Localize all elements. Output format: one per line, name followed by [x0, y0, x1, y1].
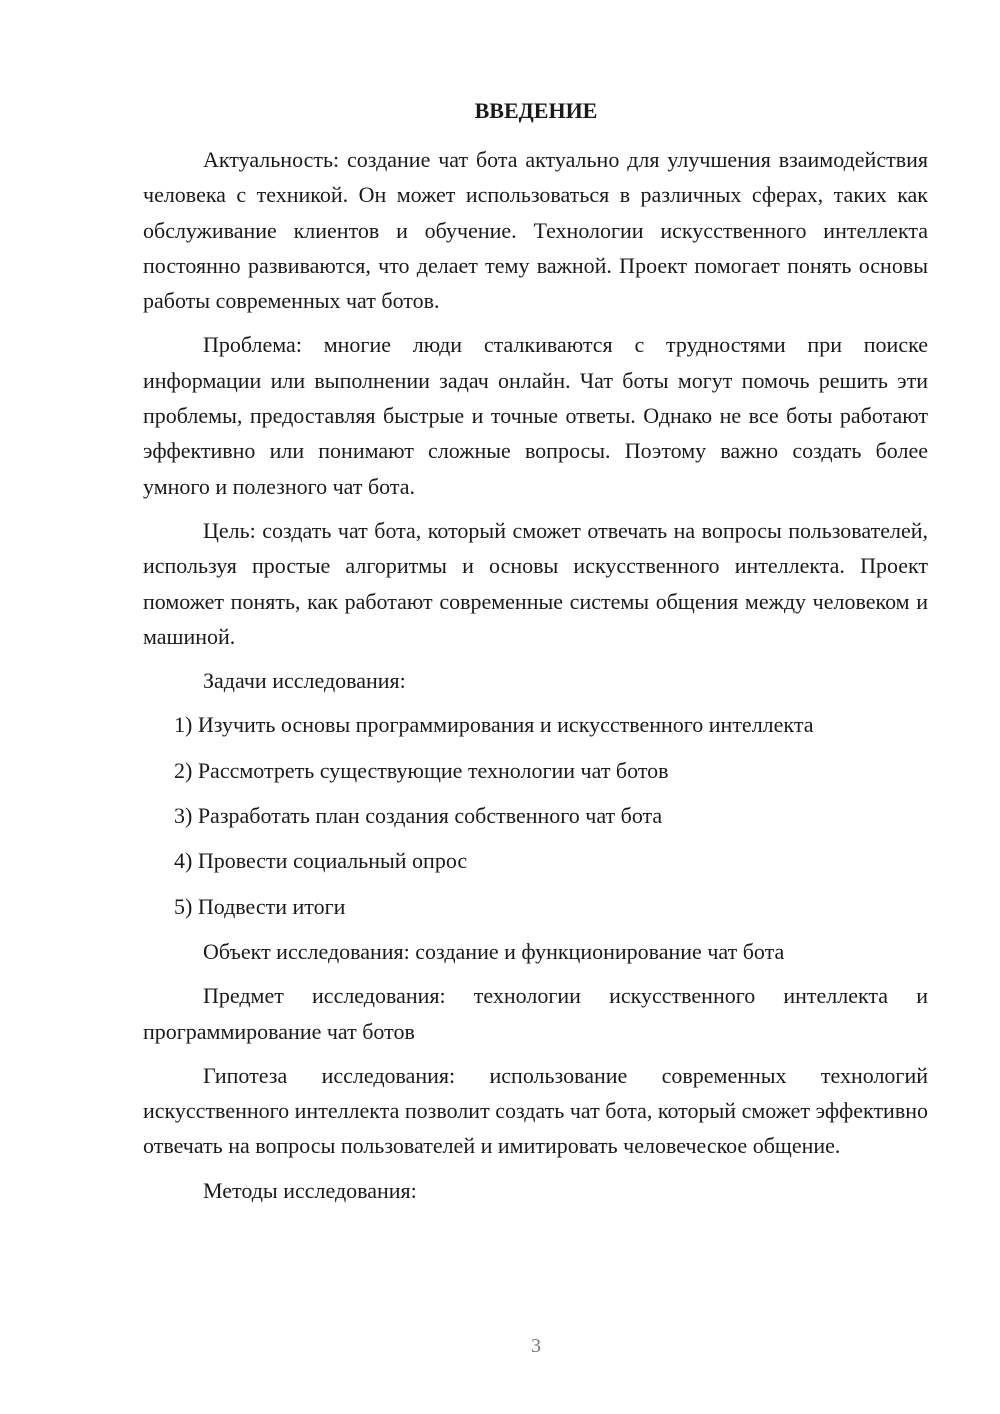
tasks-heading: Задачи исследования: — [203, 668, 406, 694]
tasks-list — [143, 707, 928, 923]
hypothesis-paragraph: Гипотеза исследования: использование современных технологий искусственного интеллекта позволит создать чат бота, который сможет эффективно отвечать на вопросы пользователей и имитировать человеческое общение. — [143, 1062, 928, 1159]
page-number: 3 — [531, 1335, 541, 1357]
methods-heading: Методы исследования: — [203, 1177, 417, 1203]
problem-paragraph: Проблема: многие люди сталкиваются с трудностями при поиске информации или выполнении задач онлайн. Чат боты могут помочь решить эти проблемы, предоставляя быстрые и точные ответы. Однако не все боты работают эффективно или понимают сложные вопросы. Поэтому важно создать более умного и полезного чат бота. — [143, 332, 928, 499]
object-paragraph: Объект исследования: создание и функционирование чат бота — [203, 938, 785, 964]
list-item: 1) Изучить основы программирования и искусственного интеллекта — [174, 712, 814, 738]
goal-paragraph: Цель: создать чат бота, который сможет отвечать на вопросы пользователей, используя простые алгоритмы и основы искусственного интеллекта. Проект поможет понять, как работают современные системы общения между человеком и машиной. — [143, 517, 928, 649]
list-item: 2) Рассмотреть существующие технологии чат ботов — [174, 757, 669, 783]
relevance-paragraph: Актуальность: создание чат бота актуально для улучшения взаимодействия человека с техникой. Он может использоваться в различных сферах, таких как обслуживание клиентов и обучение. Технологии искусственного интеллекта постоянно развиваются, что делает тему важной. Проект помогает понять основы работы современных чат ботов. — [143, 147, 928, 314]
document-body — [143, 142, 928, 1217]
list-item: 5) Подвести итоги — [174, 893, 346, 919]
subject-paragraph: Предмет исследования: технологии искусственного интеллекта и программирование чат ботов — [143, 983, 928, 1044]
list-item: 4) Провести социальный опрос — [174, 848, 468, 874]
list-item: 3) Разработать план создания собственного чат бота — [174, 803, 663, 829]
page-title: ВВЕДЕНИЕ — [474, 98, 598, 123]
